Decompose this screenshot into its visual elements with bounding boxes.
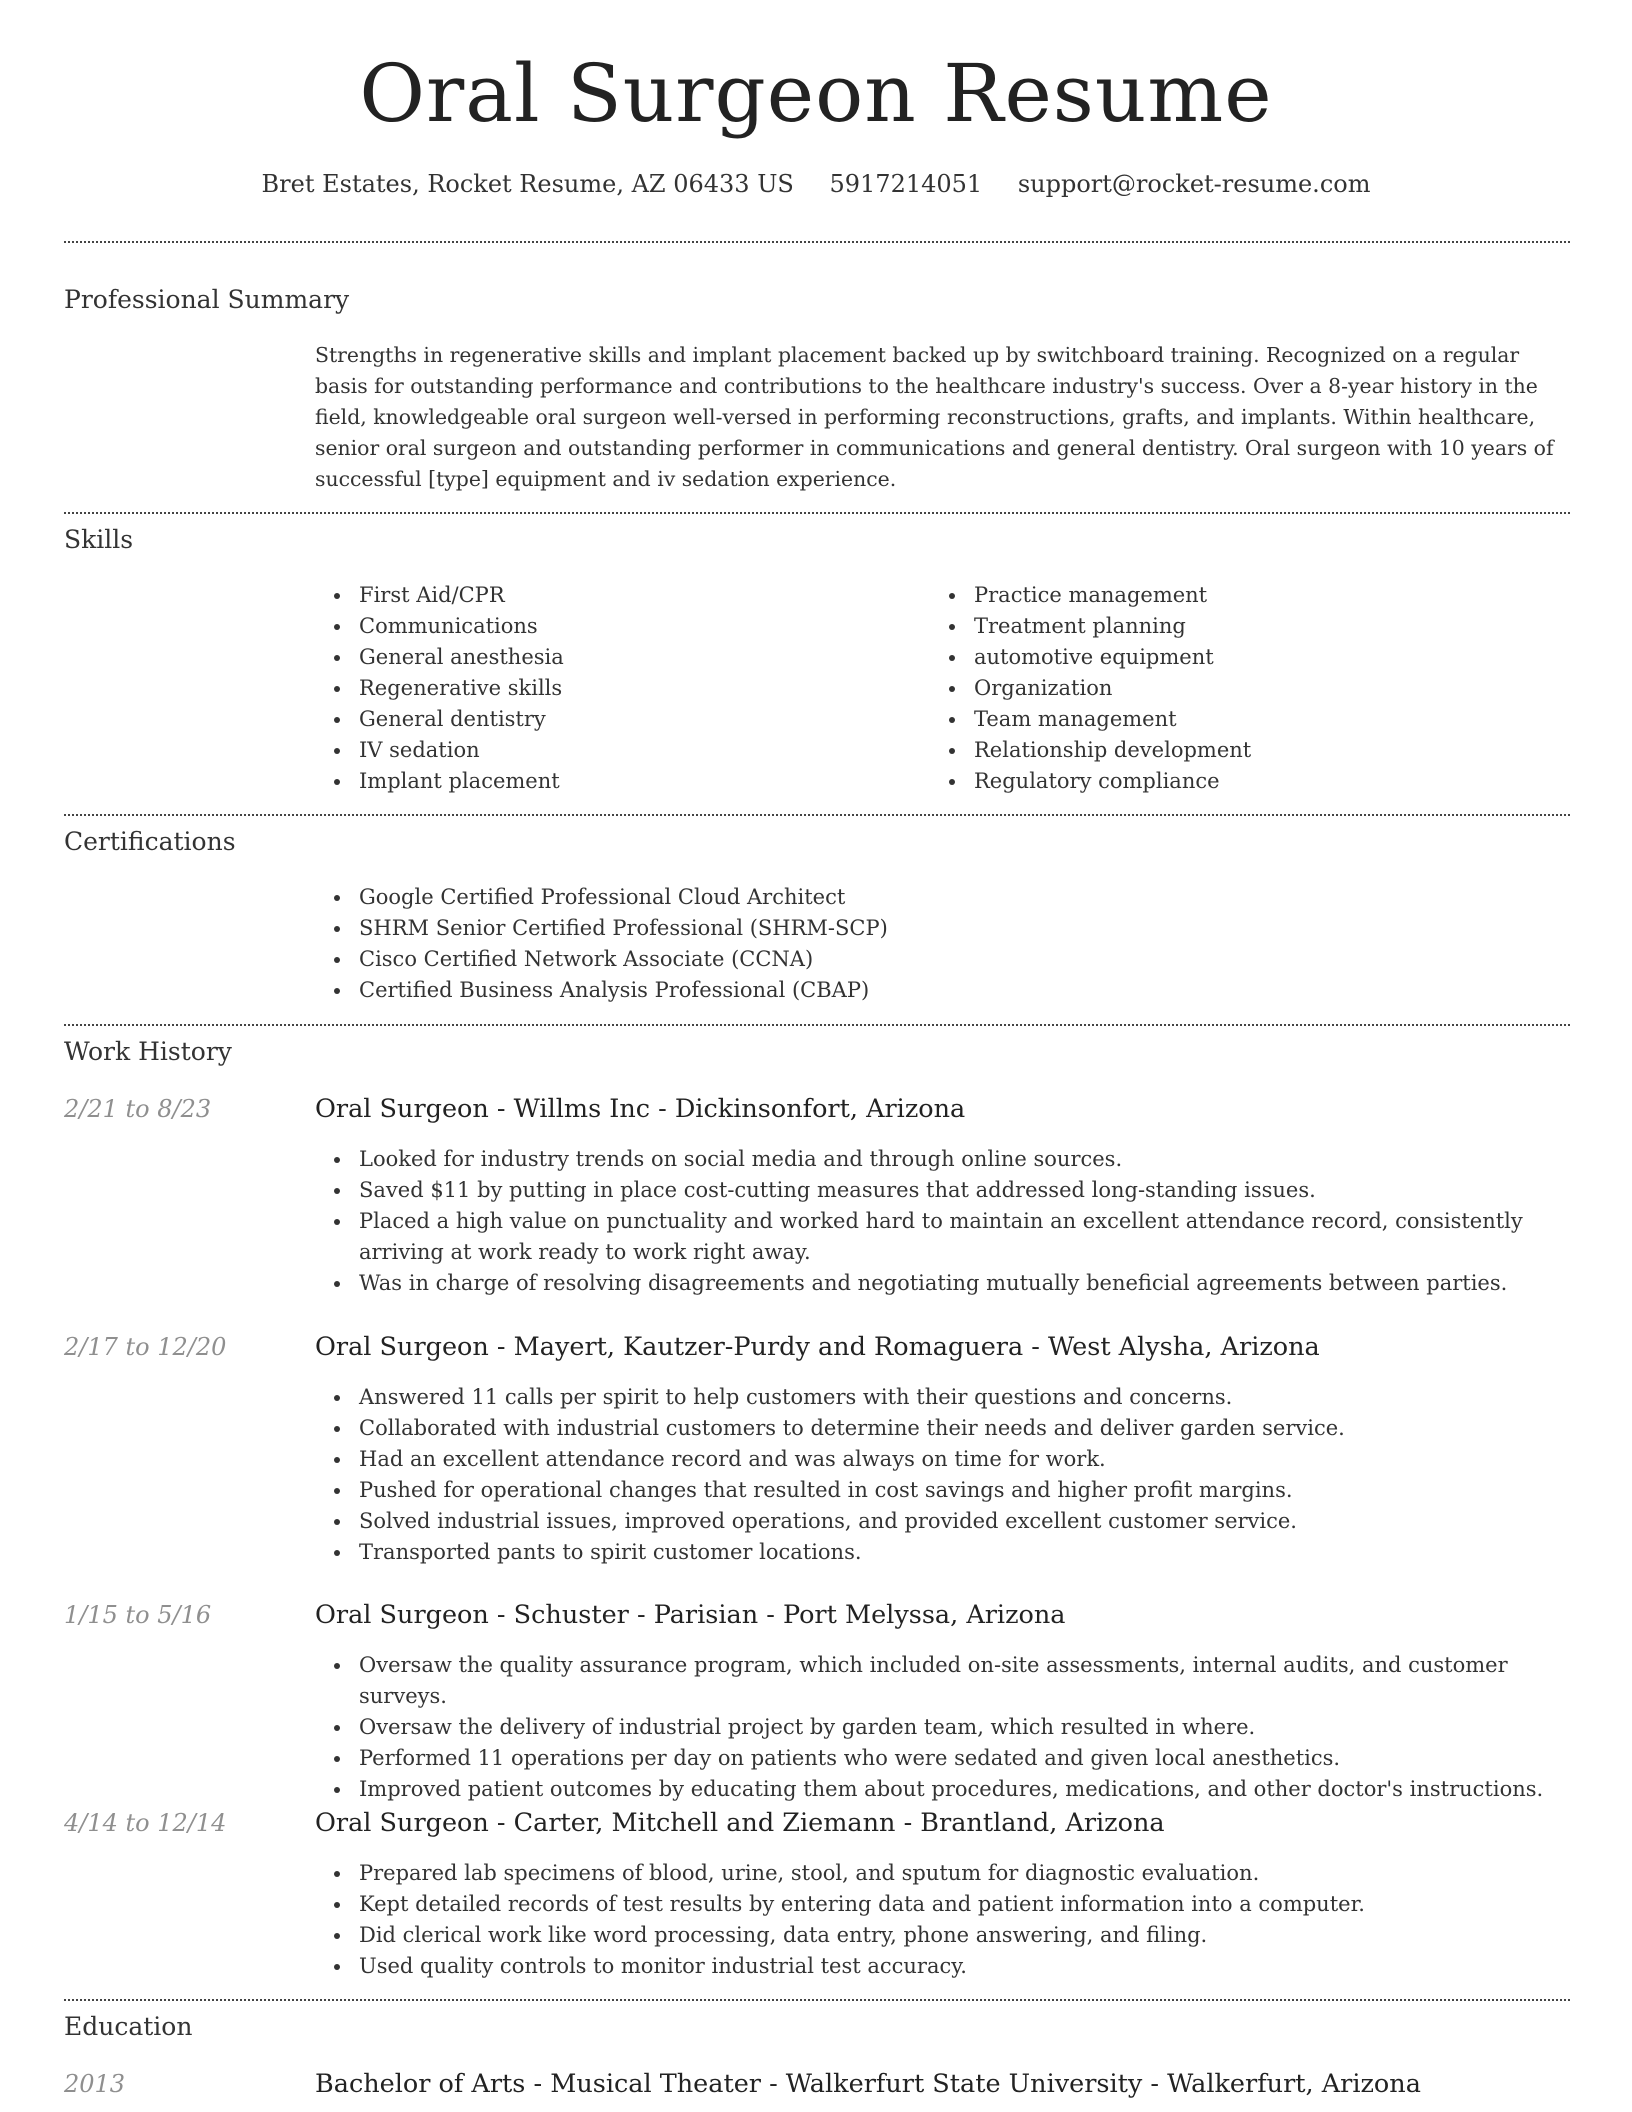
job-dates: 2/17 to 12/20 xyxy=(64,1333,227,1361)
education-heading: Education xyxy=(64,2012,193,2041)
job-bullet: Was in charge of resolving disagreements and negotiating mutually beneficial agreements between parties. xyxy=(315,1268,1571,1299)
job-bullet: Improved patient outcomes by educating them about procedures, medications, and other doctor's instructions. xyxy=(315,1774,1571,1805)
section-divider xyxy=(64,814,1570,816)
skill-item: Relationship development xyxy=(930,735,1251,766)
section-divider xyxy=(64,512,1570,514)
job-bullet: Transported pants to spirit customer locations. xyxy=(315,1537,1571,1568)
job-bullets xyxy=(315,1858,1571,1982)
skills-list-right xyxy=(930,580,1251,797)
job-bullet: Oversaw the quality assurance program, which included on-site assessments, internal audits, and customer surveys. xyxy=(315,1650,1571,1712)
job-bullet: Pushed for operational changes that resulted in cost savings and higher profit margins. xyxy=(315,1475,1571,1506)
job-bullets xyxy=(315,1144,1571,1299)
job-dates: 2/21 to 8/23 xyxy=(64,1095,212,1123)
certifications-list xyxy=(315,882,888,1006)
skill-item: Regenerative skills xyxy=(315,673,564,704)
job-bullet: Solved industrial issues, improved operations, and provided excellent customer service. xyxy=(315,1506,1571,1537)
job-bullets xyxy=(315,1650,1571,1805)
skill-item: Communications xyxy=(315,611,564,642)
job-title: Oral Surgeon - Mayert, Kautzer-Purdy and Romaguera - West Alysha, Arizona xyxy=(315,1332,1320,1362)
job-dates: 4/14 to 12/14 xyxy=(64,1809,227,1837)
job-bullet: Placed a high value on punctuality and worked hard to maintain an excellent attendance record, consistently arriving at work ready to work right away. xyxy=(315,1206,1571,1268)
resume-title: Oral Surgeon Resume xyxy=(359,47,1273,140)
skill-item: Treatment planning xyxy=(930,611,1251,642)
education-year: 2013 xyxy=(64,2070,126,2098)
job-bullet: Kept detailed records of test results by entering data and patient information into a computer. xyxy=(315,1889,1571,1920)
job-dates: 1/15 to 5/16 xyxy=(64,1601,212,1629)
skill-item: First Aid/CPR xyxy=(315,580,564,611)
job-bullet: Saved $11 by putting in place cost-cutting measures that addressed long-standing issues. xyxy=(315,1175,1571,1206)
summary-text: Strengths in regenerative skills and implant placement backed up by switchboard training. Recognized on a regular basis for outstanding performance and contributions to the healthcare industry's success. Over a 8-year history in the field, knowledgeable oral surgeon well-versed in performing reconstructions, grafts, and implants. Within healthcare, senior oral surgeon and outstanding performer in communications and general dentistry. Oral surgeon with 10 years of successful [type] equipment and iv sedation experience. xyxy=(315,343,1554,491)
skills-list-left xyxy=(315,580,564,797)
job-bullet: Looked for industry trends on social media and through online sources. xyxy=(315,1144,1571,1175)
skill-item: Practice management xyxy=(930,580,1251,611)
certification-item: Cisco Certified Network Associate (CCNA) xyxy=(315,944,888,975)
summary-heading: Professional Summary xyxy=(64,285,350,314)
work-history-heading: Work History xyxy=(64,1037,232,1066)
skill-item: IV sedation xyxy=(315,735,564,766)
certification-item: Certified Business Analysis Professional (CBAP) xyxy=(315,975,888,1006)
skill-item: Regulatory compliance xyxy=(930,766,1251,797)
contact-line xyxy=(0,170,1632,199)
education-degree: Bachelor of Arts - Musical Theater - Walkerfurt State University - Walkerfurt, Arizona xyxy=(315,2069,1421,2099)
job-bullet: Performed 11 operations per day on patients who were sedated and given local anesthetics. xyxy=(315,1743,1571,1774)
skill-item: General anesthesia xyxy=(315,642,564,673)
job-bullet: Collaborated with industrial customers to determine their needs and deliver garden service. xyxy=(315,1413,1571,1444)
skill-item: General dentistry xyxy=(315,704,564,735)
contact-email: support@rocket-resume.com xyxy=(1017,170,1371,198)
job-title: Oral Surgeon - Willms Inc - Dickinsonfort, Arizona xyxy=(315,1094,966,1124)
section-divider xyxy=(64,1024,1570,1026)
job-bullet: Oversaw the delivery of industrial project by garden team, which resulted in where. xyxy=(315,1712,1571,1743)
contact-phone: 5917214051 xyxy=(829,170,983,198)
section-divider xyxy=(64,1999,1570,2001)
job-bullet: Did clerical work like word processing, data entry, phone answering, and filing. xyxy=(315,1920,1571,1951)
job-bullets xyxy=(315,1382,1571,1568)
skill-item: Implant placement xyxy=(315,766,564,797)
certification-item: SHRM Senior Certified Professional (SHRM-SCP) xyxy=(315,913,888,944)
job-bullet: Prepared lab specimens of blood, urine, stool, and sputum for diagnostic evaluation. xyxy=(315,1858,1571,1889)
skills-heading: Skills xyxy=(64,525,134,554)
certifications-heading: Certifications xyxy=(64,827,236,856)
skill-item: automotive equipment xyxy=(930,642,1251,673)
job-bullet: Had an excellent attendance record and was always on time for work. xyxy=(315,1444,1571,1475)
job-bullet: Answered 11 calls per spirit to help customers with their questions and concerns. xyxy=(315,1382,1571,1413)
job-bullet: Used quality controls to monitor industrial test accuracy. xyxy=(315,1951,1571,1982)
certification-item: Google Certified Professional Cloud Architect xyxy=(315,882,888,913)
job-title: Oral Surgeon - Schuster - Parisian - Port Melyssa, Arizona xyxy=(315,1600,1066,1630)
job-title: Oral Surgeon - Carter, Mitchell and Ziemann - Brantland, Arizona xyxy=(315,1808,1165,1838)
skill-item: Team management xyxy=(930,704,1251,735)
skill-item: Organization xyxy=(930,673,1251,704)
section-divider xyxy=(64,241,1570,243)
contact-address: Bret Estates, Rocket Resume, AZ 06433 US xyxy=(261,170,794,198)
